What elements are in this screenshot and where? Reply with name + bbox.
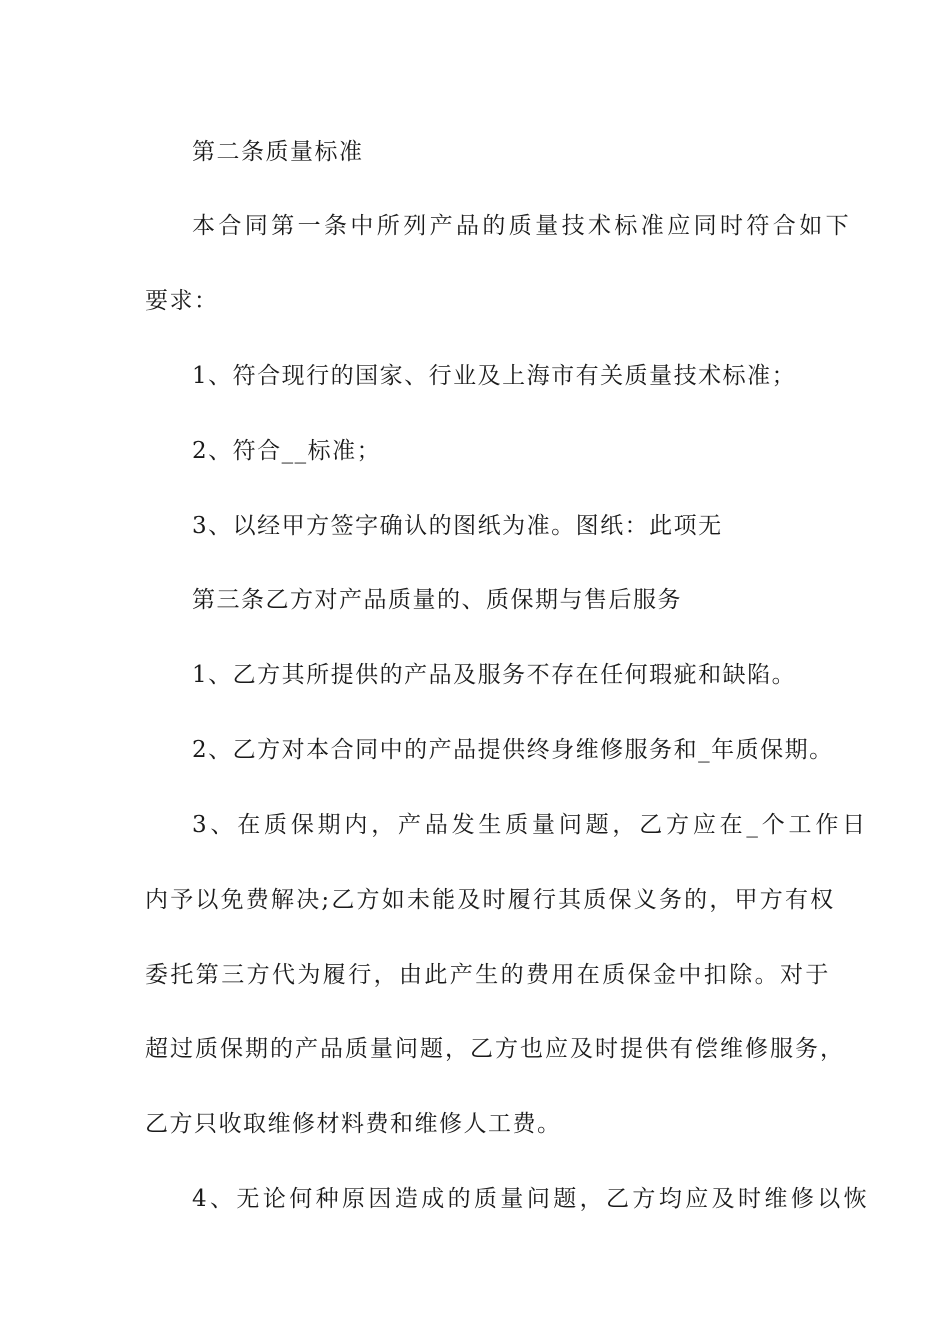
list-item-4: 4、无论何种原因造成的质量问题，乙方均应及时维修以恢 <box>192 1186 871 1212</box>
list-item-2: 2、乙方对本合同中的产品提供终身维修服务和_年质保期。 <box>192 737 834 763</box>
paragraph-line: 本合同第一条中所列产品的质量技术标准应同时符合如下 <box>192 213 852 239</box>
section-heading-quality-standard: 第二条质量标准 <box>192 139 364 165</box>
list-item-3: 3、在质保期内，产品发生质量问题，乙方应在_个工作日 <box>192 812 869 838</box>
paragraph-line: 乙方只收取维修材料费和维修人工费。 <box>145 1111 562 1137</box>
section-heading-warranty: 第三条乙方对产品质量的、质保期与售后服务 <box>192 587 682 613</box>
paragraph-line: 要求： <box>145 288 219 314</box>
paragraph-line: 委托第三方代为履行，由此产生的费用在质保金中扣除。对于 <box>145 962 831 988</box>
paragraph-line: 超过质保期的产品质量问题，乙方也应及时提供有偿维修服务， <box>145 1036 845 1062</box>
list-item-2: 2、符合__标准； <box>192 438 382 464</box>
list-item-1: 1、符合现行的国家、行业及上海市有关质量技术标准； <box>192 363 797 389</box>
paragraph-line: 内予以免费解决;乙方如未能及时履行其质保义务的，甲方有权 <box>145 887 836 913</box>
list-item-3: 3、以经甲方签字确认的图纸为准。图纸：此项无 <box>192 513 723 539</box>
list-item-1: 1、乙方其所提供的产品及服务不存在任何瑕疵和缺陷。 <box>192 662 797 688</box>
